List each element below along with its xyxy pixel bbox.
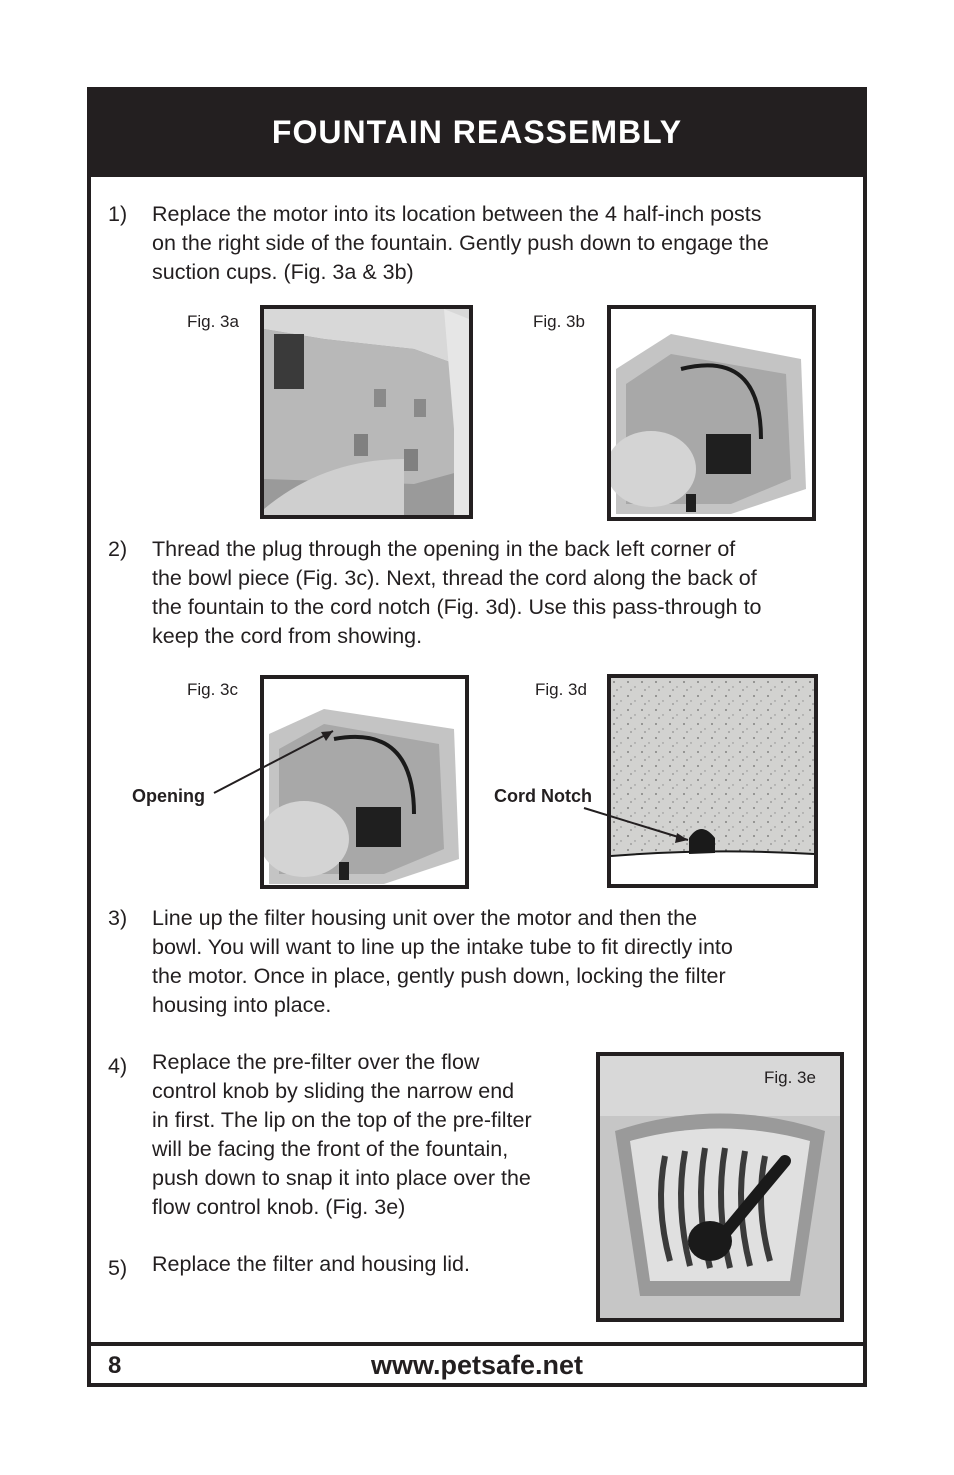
footer-divider xyxy=(87,1342,867,1346)
step-line: bowl. You will want to line up the intake tube to fit directly into xyxy=(152,935,733,959)
step-line: push down to snap it into place over the xyxy=(152,1166,531,1190)
website-url: www.petsafe.net xyxy=(370,1350,584,1380)
page-number: 8 xyxy=(108,1352,122,1379)
step-number: 5) xyxy=(108,1256,128,1280)
step-number: 2) xyxy=(108,537,128,561)
step-line: control knob by sliding the narrow end xyxy=(152,1079,515,1103)
opening-callout: Opening xyxy=(132,786,205,806)
step-line: in first. The lip on the top of the pre-filter xyxy=(152,1108,532,1132)
step-number: 1) xyxy=(108,202,128,226)
step-text xyxy=(152,1048,592,1222)
step-line: Replace the motor into its location between the 4 half-inch posts xyxy=(152,202,762,226)
step-number: 3) xyxy=(108,906,128,930)
fig-3a-label: Fig. 3a xyxy=(187,312,239,331)
step-line: will be facing the front of the fountain, xyxy=(152,1137,509,1161)
step-line: the bowl piece (Fig. 3c). Next, thread the cord along the back of xyxy=(152,566,757,590)
page-title: FOUNTAIN REASSEMBLY xyxy=(271,113,683,150)
step-line: on the right side of the fountain. Gently push down to engage the xyxy=(152,231,769,255)
fig-3c-photo xyxy=(260,675,469,889)
fig-3a-photo xyxy=(260,305,473,519)
fig-3e-label: Fig. 3e xyxy=(764,1068,816,1087)
step-text xyxy=(152,200,852,287)
step-line: keep the cord from showing. xyxy=(152,624,423,648)
fig-3b-photo xyxy=(607,305,816,521)
fig-3e-photo xyxy=(596,1052,844,1322)
fig-3b-label: Fig. 3b xyxy=(533,312,585,331)
step-line: flow control knob. (Fig. 3e) xyxy=(152,1195,406,1219)
step-text xyxy=(152,1250,592,1279)
step-text xyxy=(152,535,852,651)
fig-3d-photo xyxy=(607,674,818,888)
step-line: Replace the filter and housing lid. xyxy=(152,1252,470,1276)
step-text xyxy=(152,904,852,1020)
page-header xyxy=(87,87,867,177)
step-line: Thread the plug through the opening in the back left corner of xyxy=(152,537,736,561)
cord-notch-callout: Cord Notch xyxy=(494,786,592,806)
fig-3d-label: Fig. 3d xyxy=(535,680,587,699)
step-line: suction cups. (Fig. 3a & 3b) xyxy=(152,260,414,284)
step-line: Line up the filter housing unit over the motor and then the xyxy=(152,906,698,930)
fig-3c-label: Fig. 3c xyxy=(187,680,239,699)
step-line: the motor. Once in place, gently push down, locking the filter xyxy=(152,964,726,988)
step-number: 4) xyxy=(108,1054,128,1078)
step-line: Replace the pre-filter over the flow xyxy=(152,1050,480,1074)
step-line: the fountain to the cord notch (Fig. 3d). Use this pass-through to xyxy=(152,595,762,619)
step-line: housing into place. xyxy=(152,993,332,1017)
